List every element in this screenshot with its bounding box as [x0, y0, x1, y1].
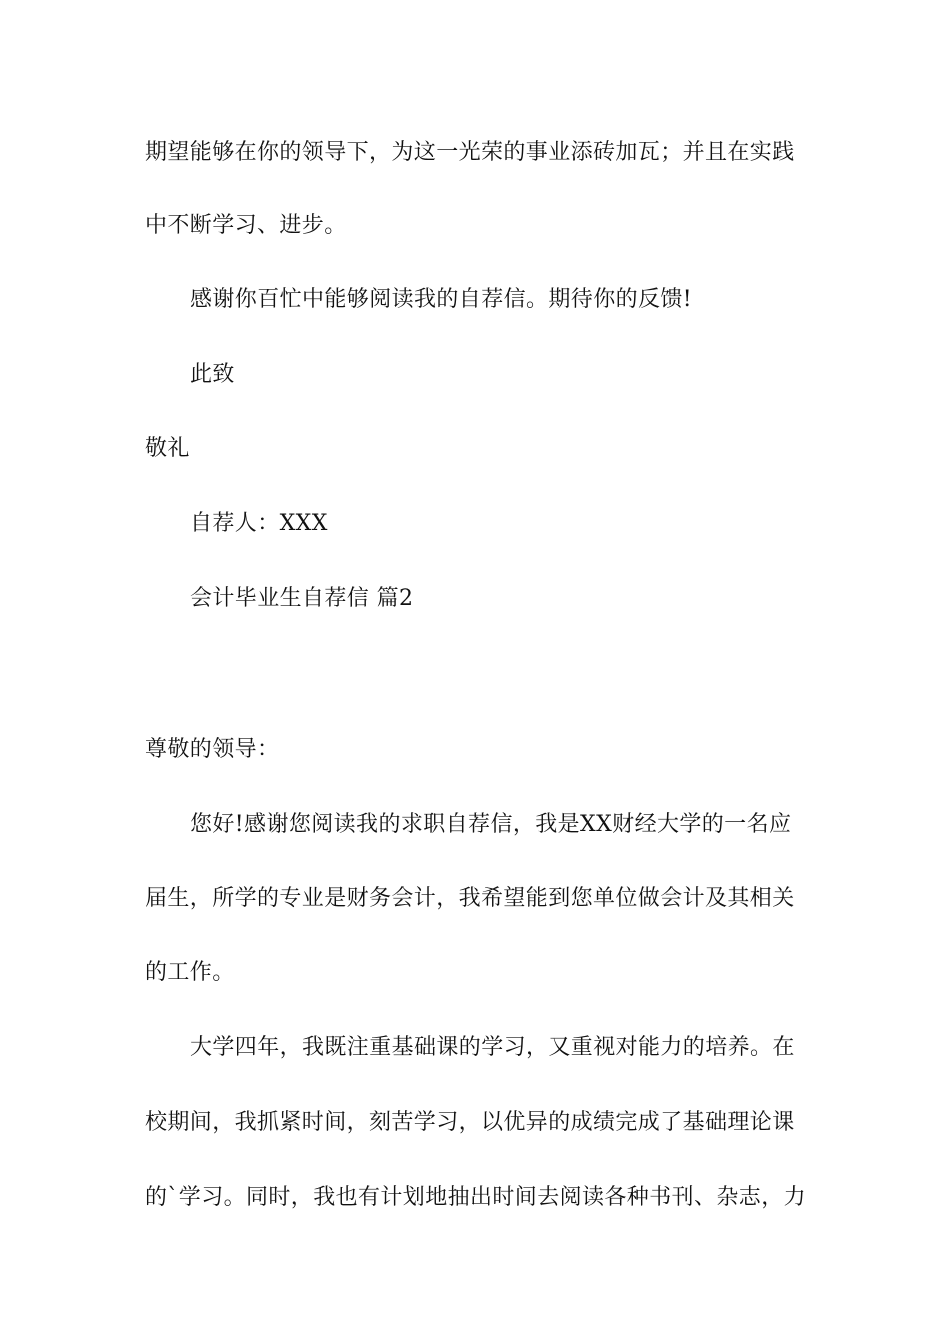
- signature-line: 自荐人：XXX: [190, 511, 328, 536]
- body-line-8: 校期间，我抓紧时间，刻苦学习，以优异的成绩完成了基础理论课: [145, 1110, 795, 1135]
- closing-regards: 敬礼: [145, 436, 190, 461]
- body-line-3: 感谢你百忙中能够阅读我的自荐信。期待你的反馈!: [190, 287, 693, 312]
- body-line-7: 大学四年，我既注重基础课的学习，又重视对能力的培养。在: [190, 1035, 795, 1060]
- section-heading: 会计毕业生自荐信 篇2: [190, 586, 414, 611]
- body-line-6: 的工作。: [145, 960, 235, 985]
- closing-salutation: 此致: [190, 362, 235, 387]
- body-line-9: 的`学习。同时，我也有计划地抽出时间去阅读各种书刊、杂志，力: [145, 1185, 807, 1210]
- body-line-5: 届生，所学的专业是财务会计，我希望能到您单位做会计及其相关: [145, 886, 795, 911]
- body-line-4: 您好!感谢您阅读我的求职自荐信，我是XX财经大学的一名应: [190, 812, 792, 837]
- body-line-1: 期望能够在你的领导下，为这一光荣的事业添砖加瓦；并且在实践: [145, 140, 795, 165]
- greeting-line: 尊敬的领导：: [145, 737, 280, 762]
- body-line-2: 中不断学习、进步。: [145, 213, 347, 238]
